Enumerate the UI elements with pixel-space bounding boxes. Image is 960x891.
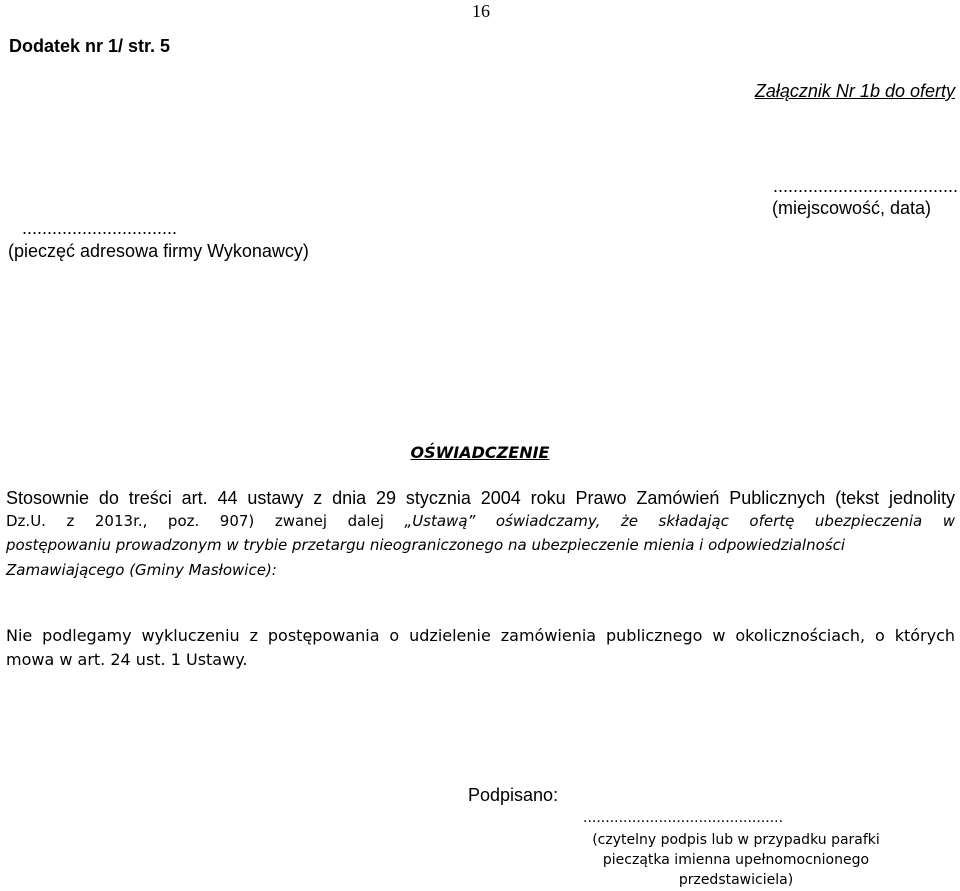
attachment-label: Załącznik Nr 1b do oferty	[754, 81, 955, 101]
signature-note: (czytelny podpis lub w przypadku parafki pieczątka imienna upełnomocnionego przedstawiciela)	[592, 832, 880, 888]
declaration-title: OŚWIADCZENIE	[410, 443, 550, 462]
ustawa-term: „Ustawą”	[404, 512, 476, 530]
place-date-label: (miejscowość, data)	[771, 198, 931, 218]
declaration-line-1: Stosownie do treści art. 44 ustawy z dnia 29 stycznia 2004 roku Prawo Zamówień Publicznych (tekst jednolity	[6, 488, 955, 508]
page-number: 16	[472, 1, 490, 21]
signature-dots: .............................................	[583, 809, 784, 826]
exclusion-line-2: mowa w art. 24 ust. 1 Ustawy.	[6, 650, 248, 669]
declaration-line-3: postępowaniu prowadzonym w trybie przetargu nieograniczonego na ubezpieczenie mienia i odpowiedzialności	[6, 536, 846, 554]
declaration-line-4: Zamawiającego (Gminy Masłowice):	[6, 561, 277, 579]
signed-label: Podpisano:	[468, 785, 559, 805]
seal-label: (pieczęć adresowa firmy Wykonawcy)	[8, 241, 309, 261]
declaration-line-2	[6, 512, 955, 530]
exclusion-line-1: Nie podlegamy wykluczeniu z postępowania o udzielenie zamówienia publicznego w okolicznościach, o których	[6, 626, 955, 645]
seal-dots: ...............................	[22, 218, 178, 238]
declaration-line-2-start: Dz.U. z 2013r., poz. 907) zwanej dalej	[6, 512, 405, 530]
declaration-line-2-end: oświadczamy, że składając ofertę ubezpieczenia w	[475, 512, 955, 530]
appendix-label: Dodatek nr 1/ str. 5	[9, 36, 171, 56]
place-date-dots: .....................................	[772, 176, 958, 196]
